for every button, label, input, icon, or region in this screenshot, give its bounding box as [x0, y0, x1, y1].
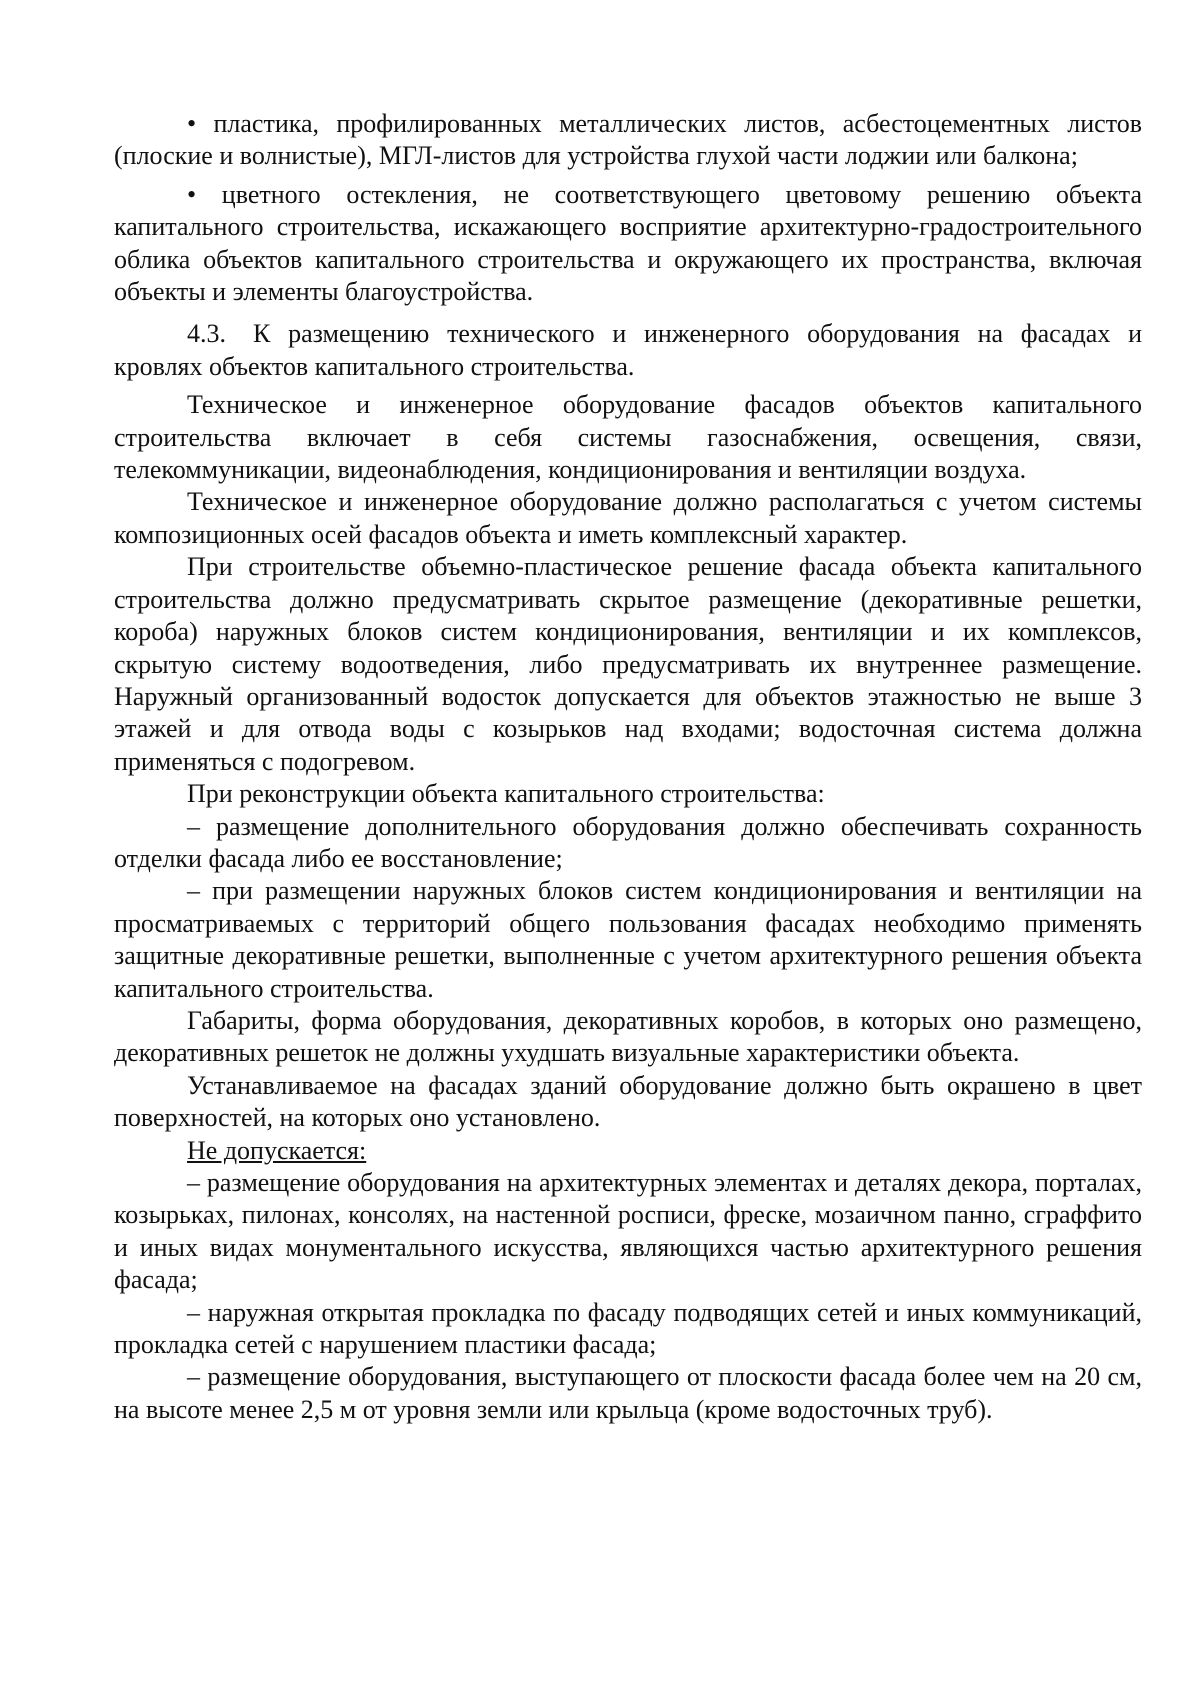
paragraph-reconstruction: При реконструкции объекта капитального строительства:	[187, 779, 825, 809]
not-allowed-label: Не допускается:	[187, 1135, 367, 1165]
not-allowed-heading	[114, 1135, 1142, 1167]
bullet-plastic: • пластика, профилированных металлических листов, асбестоцементных листов (плоские и волнистые), МГЛ-листов для устройства глухой части лоджии или балкона;	[114, 109, 1142, 171]
dash-item-architectural-elements: – размещение оборудования на архитектурных элементах и деталях декора, порталах, козырьках, пилонах, консолях, на настенной росписи, фреске, мозаичном панно, сграффито и иных видах монументального искусства, являющихся частью архитектурного решения фасада;	[114, 1168, 1142, 1295]
paragraph-equipment-placement: Техническое и инженерное оборудование должно располагаться с учетом системы композиционных осей фасадов объекта и иметь комплексный характер.	[114, 487, 1142, 549]
document-page	[114, 108, 1142, 1426]
section-number: 4.3.	[187, 319, 226, 349]
dash-item-open-routing: – наружная открытая прокладка по фасаду подводящих сетей и иных коммуникаций, прокладка сетей с нарушением пластики фасада;	[114, 1297, 1142, 1360]
section-title: К размещению технического и инженерного оборудования на фасадах и кровлях объектов капитального строительства.	[114, 319, 1142, 381]
bullet-colored-glazing: • цветного остекления, не соответствующего цветовому решению объекта капитального строительства, искажающего восприятие архитектурно-градостроительного облика объектов капитального строительства и окружающего их пространства, включая объекты и элементы благоустройства.	[114, 179, 1142, 307]
dash-item-additional-equipment: – размещение дополнительного оборудования должно обеспечивать сохранность отделки фасада либо ее восстановление;	[114, 811, 1142, 873]
paragraph-equipment-includes: Техническое и инженерное оборудование фасадов объектов капитального строительства включает в себя системы газоснабжения, освещения, связи, телекоммуникации, видеонаблюдения, кондиционирования и вентиляции воздуха.	[114, 390, 1142, 485]
section-4-3-heading	[114, 318, 1142, 383]
paragraph-painting: Устанавливаемое на фасадах зданий оборудование должно быть окрашено в цвет поверхностей, на которых оно установлено.	[114, 1070, 1142, 1133]
paragraph-construction: При строительстве объемно-пластическое решение фасада объекта капитального строительства должно предусматривать скрытое размещение (декоративные решетки, короба) наружных блоков систем кондиционирования, вентиляции и их комплексов, скрытую систему водоотведения, либо предусматривать их внутреннее размещение. Наружный организованный водосток допускается для объектов этажностью не выше 3 этажей и для отвода воды с козырьков над входами; водосточная система должна применяться с подогревом.	[114, 552, 1142, 776]
dash-item-protruding-equipment: – размещение оборудования, выступающего от плоскости фасада более чем на 20 см, на высоте менее 2,5 м от уровня земли или крыльца (кроме водосточных труб).	[114, 1362, 1142, 1424]
paragraph-dimensions: Габариты, форма оборудования, декоративных коробов, в которых оно размещено, декоративных решеток не должны ухудшать визуальные характеристики объекта.	[114, 1005, 1142, 1068]
dash-item-outdoor-units: – при размещении наружных блоков систем кондиционирования и вентиляции на просматриваемых с территорий общего пользования фасадах необходимо применять защитные декоративные решетки, выполненные с учетом архитектурного решения объекта капитального строительства.	[114, 876, 1142, 1003]
